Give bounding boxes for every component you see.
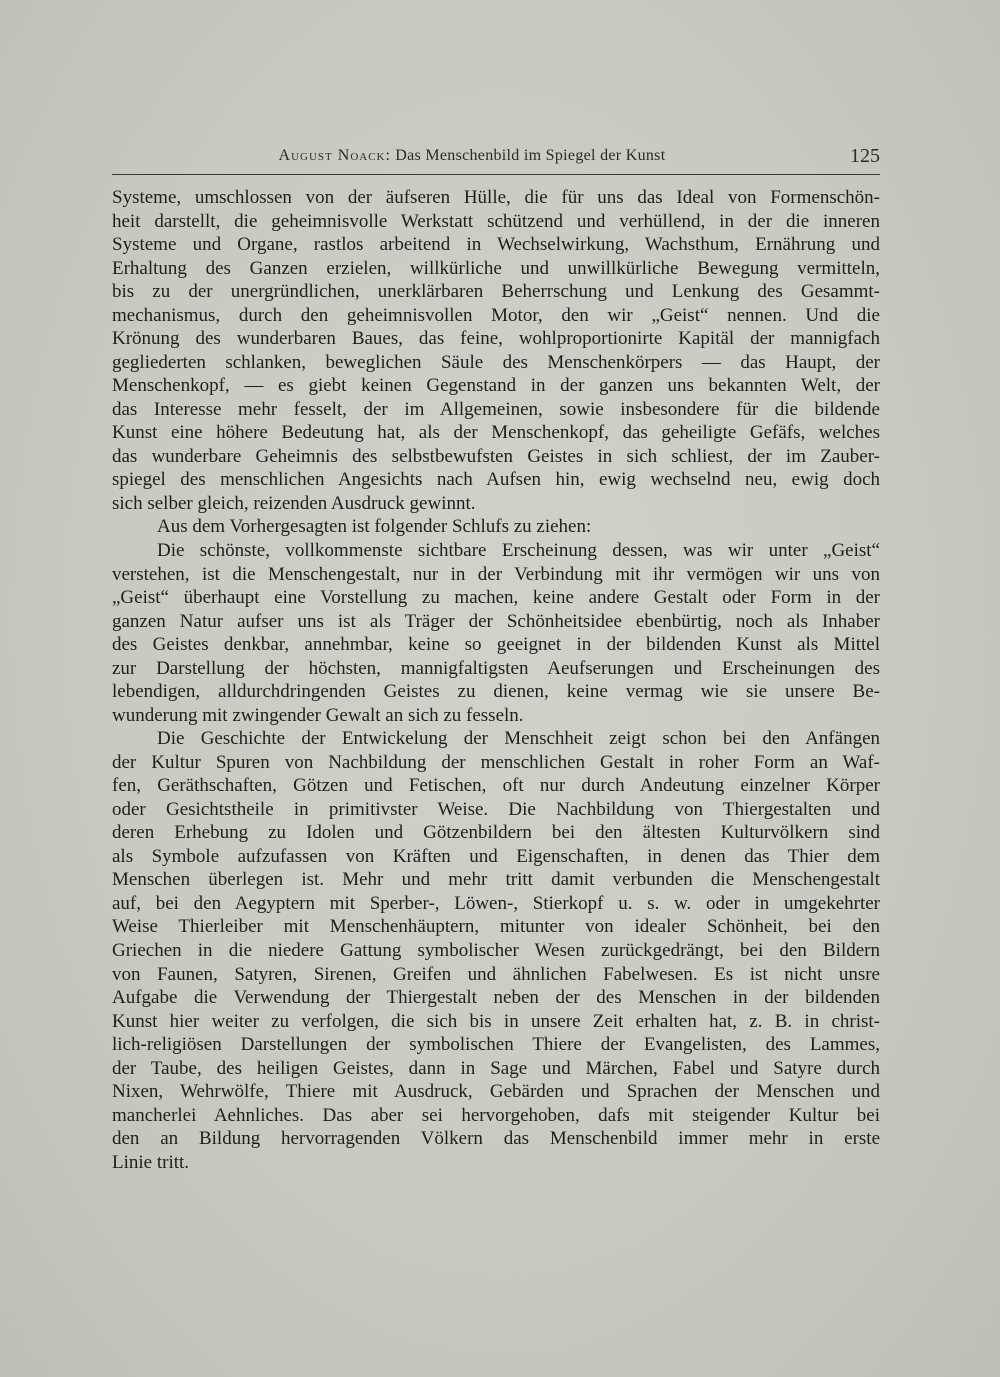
text-line: Systeme, umschlossen von der äufseren Hülle, die für uns das Ideal von Formenschön- (112, 187, 880, 208)
paragraph (112, 539, 880, 727)
text-line: der Taube, des heiligen Geistes, dann in Sage und Märchen, Fabel und Satyre durch (112, 1057, 880, 1079)
text-line: zur Darstellung der höchsten, mannigfaltigsten Aeufserungen und Erscheinungen des (112, 657, 880, 679)
text-line: Aufgabe die Verwendung der Thiergestalt neben der des Menschen in der bildenden (112, 987, 880, 1009)
text-line: mancherlei Aehnliches. Das aber sei hervorgehoben, dafs mit steigender Kultur bei (112, 1104, 880, 1126)
header-rule (112, 174, 880, 175)
text-line: Aus dem Vorhergesagten ist folgender Schlufs zu ziehen: (157, 516, 592, 538)
text-line: lich-religiösen Darstellungen der symbolischen Thiere der Evangelisten, des Lammes, (112, 1034, 880, 1056)
text-line: Linie tritt. (112, 1151, 190, 1173)
paragraph (112, 515, 880, 539)
text-line: deren Erhebung zu Idolen und Götzenbildern bei den ältesten Kulturvölkern sind (112, 822, 880, 844)
text-line: Menschenkopf, — es giebt keinen Gegenstand in der ganzen uns bekannten Welt, der (112, 375, 880, 397)
text-line: „Geist“ überhaupt eine Vorstellung zu machen, keine andere Gestalt oder Form in der (112, 587, 880, 609)
text-line: das Interesse mehr fesselt, der im Allgemeinen, sowie insbesondere für die bildende (112, 398, 880, 420)
header-work-title: Das Menschenbild im Spiegel der Kunst (395, 147, 666, 164)
text-line: der Kultur Spuren von Nachbildung der menschlichen Gestalt in roher Form an Waf- (112, 751, 880, 773)
text-line: ganzen Natur aufser uns ist als Träger der Schönheitsidee ebenbürtig, noch als Inhaber (112, 610, 880, 632)
text-line: gegliederten schlanken, beweglichen Säule des Menschenkörpers — das Haupt, der (112, 351, 880, 373)
text-line: wunderung mit zwingender Gewalt an sich zu fesseln. (112, 704, 524, 726)
text-line: Systeme und Organe, rastlos arbeitend in Wechselwirkung, Wachsthum, Ernährung und (112, 234, 880, 256)
text-line: heit darstellt, die geheimnisvolle Werkstatt schützend und verhüllend, in der die inneren (112, 210, 880, 232)
text-line: lebendigen, alldurchdringenden Geistes zu dienen, keine vermag wie sie unsere Be- (112, 681, 880, 703)
text-line: Griechen in die niedere Gattung symbolischer Wesen zurückgedrängt, bei den Bildern (112, 940, 880, 961)
text-line: sich selber gleich, reizenden Ausdruck gewinnt. (112, 492, 476, 514)
header-title (112, 147, 832, 165)
text-line: Die Geschichte der Entwickelung der Menschheit zeigt schon bei den Anfängen (157, 728, 880, 750)
text-line: bis zu der unergründlichen, unerklärbaren Beherrschung und Lenkung des Gesammt- (112, 281, 880, 303)
header-author: August Noack: (278, 147, 391, 164)
text-line: von Faunen, Satyren, Sirenen, Greifen und ähnlichen Fabelwesen. Es ist nicht unsre (112, 963, 880, 985)
text-line: Nixen, Wehrwölfe, Thiere mit Ausdruck, Gebärden und Sprachen der Menschen und (112, 1081, 880, 1103)
text-line: fen, Geräthschaften, Götzen und Fetischen, oft nur durch Andeutung einzelner Körper (112, 775, 880, 797)
paragraph (112, 186, 880, 515)
text-line: Weise Thierleiber mit Menschenhäuptern, mitunter von idealer Schönheit, bei den (112, 916, 880, 938)
text-line: spiegel des menschlichen Angesichts nach Aufsen hin, ewig wechselnd neu, ewig doch (112, 469, 880, 491)
text-line: mechanismus, durch den geheimnisvollen Motor, den wir „Geist“ nennen. Und die (112, 304, 880, 326)
text-line: des Geistes denkbar, annehmbar, keine so geeignet in der bildenden Kunst als Mittel (112, 634, 880, 656)
text-line: als Symbole aufzufassen von Kräften und Eigenschaften, in denen das Thier dem (112, 845, 880, 867)
text-line: Kunst hier weiter zu verfolgen, die sich bis in unsere Zeit erhalten hat, z. B. in christ- (112, 1010, 880, 1032)
text-line: verstehen, ist die Menschengestalt, nur in der Verbindung mit ihr vermögen wir uns von (112, 563, 880, 585)
text-line: Menschen überlegen ist. Mehr und mehr tritt damit verbunden die Menschengestalt (112, 869, 880, 891)
text-line: das wunderbare Geheimnis des selbstbewufsten Geistes in sich schliest, der im Zauber- (112, 445, 880, 467)
text-line: Krönung des wunderbaren Baues, das feine, wohlproportionirte Kapitäl der mannigfach (112, 328, 880, 350)
text-line: oder Gesichtstheile in primitivster Weise. Die Nachbildung von Thiergestalten und (112, 798, 880, 820)
running-head (112, 143, 880, 173)
body-text (112, 186, 880, 1174)
text-line: Kunst eine höhere Bedeutung hat, als der Menschenkopf, das geheiligte Gefäfs, welches (112, 422, 880, 444)
text-line: Die schönste, vollkommenste sichtbare Erscheinung dessen, was wir unter „Geist“ (157, 539, 880, 561)
page-number: 125 (850, 145, 880, 167)
text-line: auf, bei den Aegyptern mit Sperber-, Löwen-, Stierkopf u. s. w. oder in umgekehrter (112, 892, 880, 914)
paragraph (112, 727, 880, 1174)
text-line: den an Bildung hervorragenden Völkern das Menschenbild immer mehr in erste (112, 1128, 880, 1150)
text-line: Erhaltung des Ganzen erzielen, willkürliche und unwillkürliche Bewegung vermitteln, (112, 257, 880, 279)
